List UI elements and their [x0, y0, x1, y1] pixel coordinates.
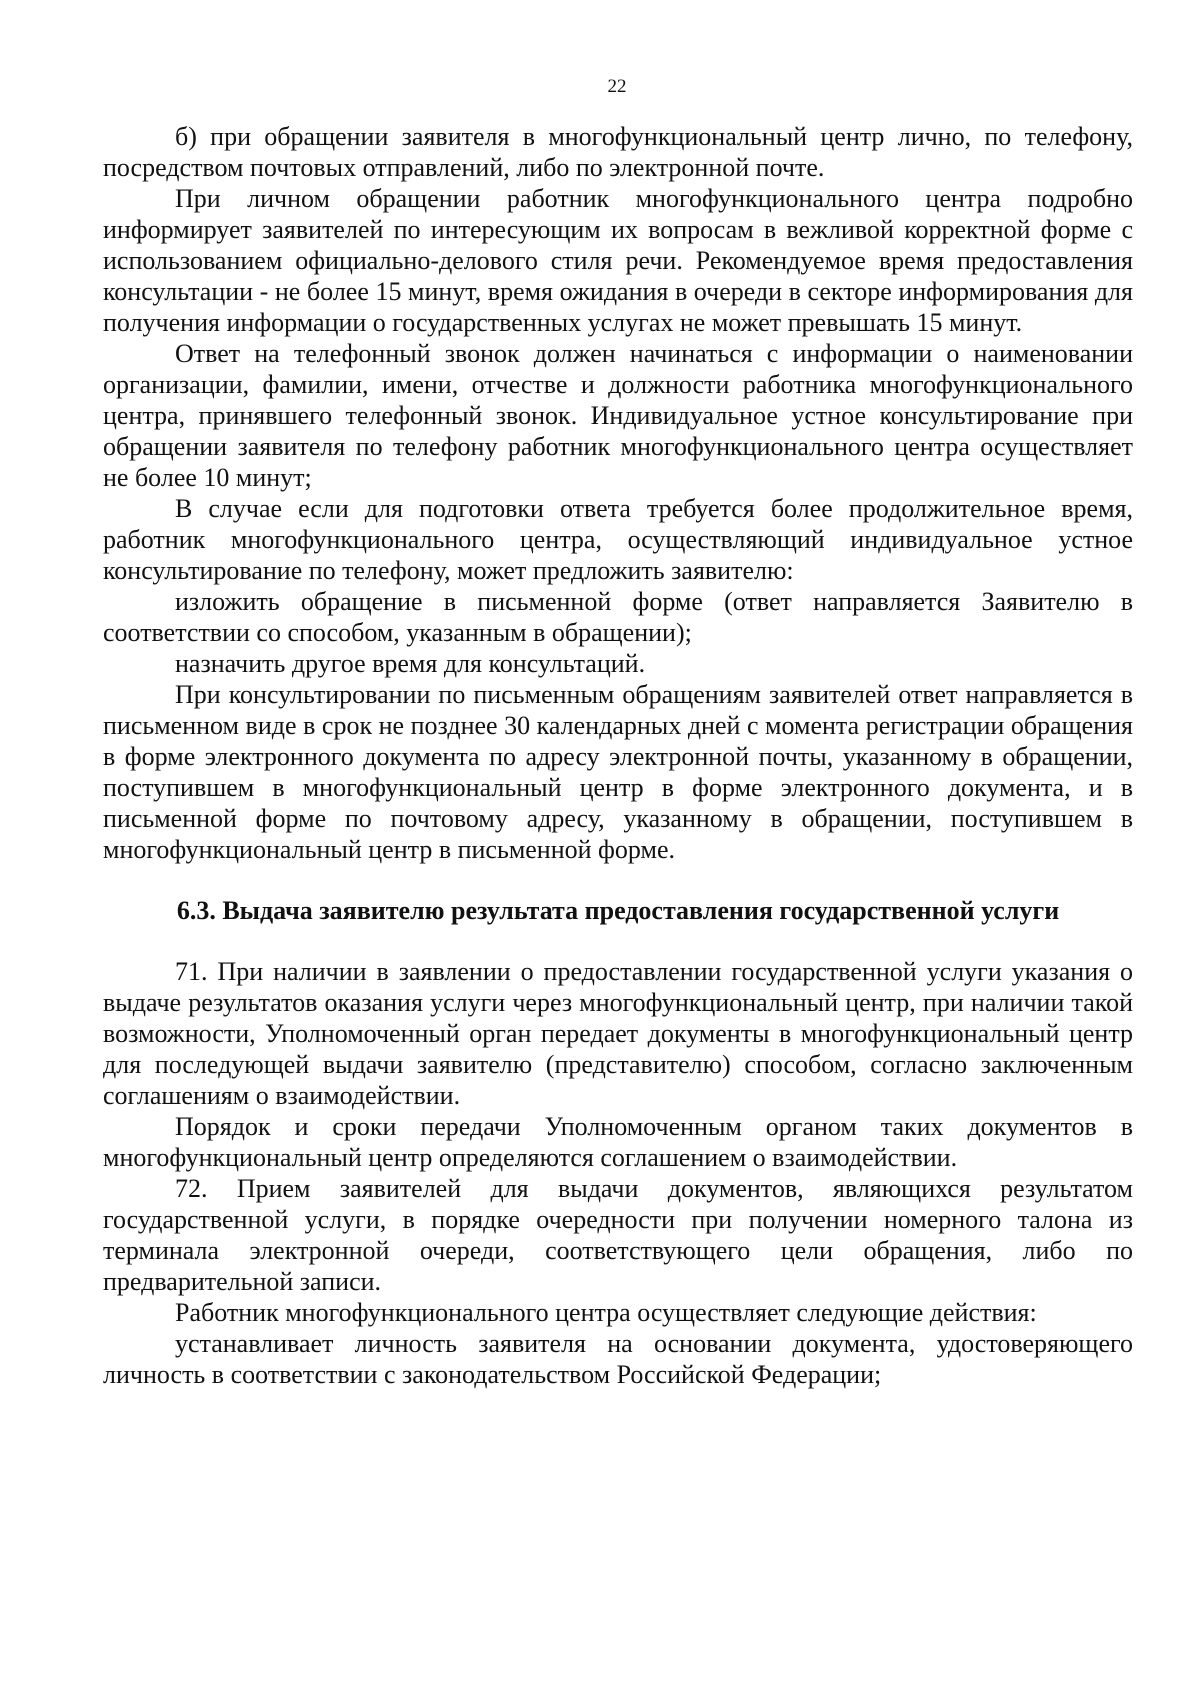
paragraph-phone-answer: Ответ на телефонный звонок должен начинаться с информации о наименовании организации, фамилии, имени, отчестве и должности работника многофункционального центра, принявшего телефонный звонок. Индивидуальное устное консультирование при обращении заявителя по телефону работник многофункционального центра осуществляет не более 10 минут;: [103, 339, 1133, 492]
paragraph-written-form: изложить обращение в письменной форме (ответ направляется Заявителю в соответствии со способом, указанным в обращении);: [103, 587, 1133, 647]
paragraph-written-requests: При консультировании по письменным обращениям заявителей ответ направляется в письменном виде в срок не позднее 30 календарных дней с момента регистрации обращения в форме электронного документа по адресу электронной почты, указанному в обращении, поступившем в многофункциональный центр в форме электронного документа, и в письменной форме по почтовому адресу, указанному в обращении, поступившем в многофункциональный центр в письменной форме.: [103, 680, 1133, 864]
paragraph-72: 72. Прием заявителей для выдачи документов, являющихся результатом государственной услуги, в порядке очередности при получении номерного талона из терминала электронной очереди, соответствующего цели обращения, либо по предварительной записи.: [103, 1174, 1133, 1296]
document-body: [103, 121, 1133, 1390]
paragraph-transfer-terms: Порядок и сроки передачи Уполномоченным органом таких документов в многофункциональный центр определяются соглашением о взаимодействии.: [103, 1112, 1133, 1172]
paragraph-b-in-person: б) при обращении заявителя в многофункциональный центр лично, по телефону, посредством почтовых отправлений, либо по электронной почте.: [103, 122, 1133, 182]
section-heading: 6.3. Выдача заявителю результата предоставления государственной услуги: [176, 896, 1060, 925]
paragraph-identity-check: устанавливает личность заявителя на основании документа, удостоверяющего личность в соответствии с законодательством Российской Федерации;: [103, 1329, 1133, 1389]
paragraph-personal-visit: При личном обращении работник многофункционального центра подробно информирует заявителей по интересующим их вопросам в вежливой корректной форме с использованием официально-делового стиля речи. Рекомендуемое время предоставления консультации - не более 15 минут, время ожидания в очереди в секторе информирования для получения информации о государственных услугах не может превышать 15 минут.: [103, 184, 1133, 337]
page-number: 22: [607, 76, 627, 97]
paragraph-worker-actions: Работник многофункционального центра осуществляет следующие действия:: [175, 1298, 1037, 1327]
paragraph-71: 71. При наличии в заявлении о предоставлении государственной услуги указания о выдаче результатов оказания услуги через многофункциональный центр, при наличии такой возможности, Уполномоченный орган передает документы в многофункциональный центр для последующей выдачи заявителю (представителю) способом, согласно заключенным соглашениям о взаимодействии.: [103, 957, 1133, 1110]
paragraph-other-time: назначить другое время для консультаций.: [175, 649, 646, 678]
paragraph-longer-time: В случае если для подготовки ответа требуется более продолжительное время, работник многофункционального центра, осуществляющий индивидуальное устное консультирование по телефону, может предложить заявителю:: [103, 494, 1133, 585]
